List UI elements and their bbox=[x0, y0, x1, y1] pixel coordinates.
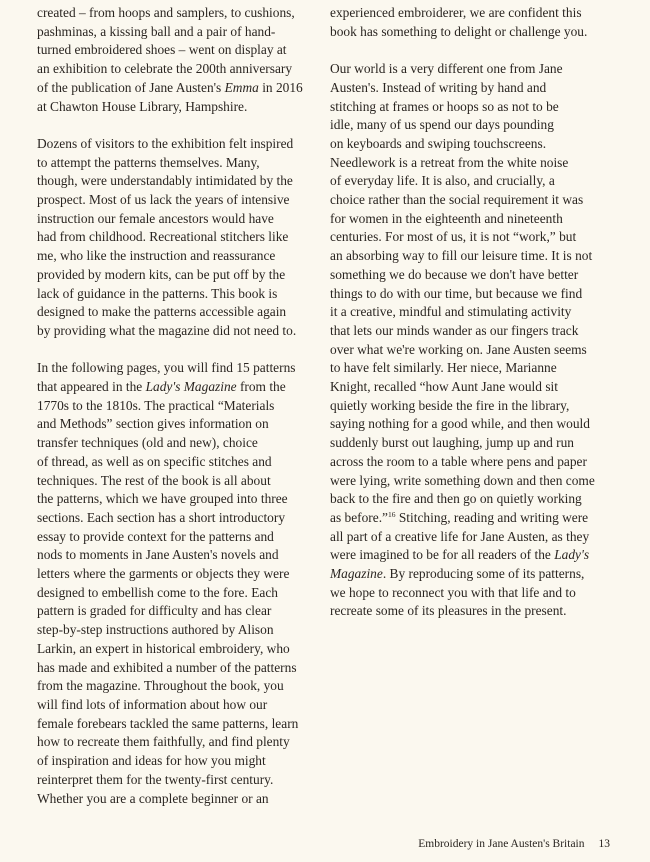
text-fragment: as before.” bbox=[330, 509, 388, 525]
text-line: over what we're working on. Jane Austen seems bbox=[330, 341, 587, 357]
text-line bbox=[330, 565, 620, 584]
paragraph-gap bbox=[37, 341, 327, 360]
text-fragment: . By reproducing some of its patterns, bbox=[382, 566, 585, 582]
text-line: from the magazine. Throughout the book, you bbox=[37, 678, 284, 694]
text-fragment: of the publication of Jane Austen's bbox=[37, 79, 225, 95]
text-fragment: from the bbox=[236, 379, 286, 395]
running-title: Embroidery in Jane Austen's Britain bbox=[418, 838, 585, 850]
text-line bbox=[330, 546, 620, 565]
text-line: for women in the eighteenth and nineteenth bbox=[330, 210, 563, 226]
magazine-title: Magazine bbox=[330, 566, 383, 582]
text-line: recreate some of its pleasures in the present. bbox=[330, 603, 567, 619]
right-column bbox=[330, 4, 620, 621]
text-line: reinterpret them for the twenty-first century. bbox=[37, 771, 274, 787]
text-line: techniques. The rest of the book is all about bbox=[37, 472, 271, 488]
text-line: book has something to delight or challenge you. bbox=[330, 23, 588, 39]
text-line: Whether you are a complete beginner or an bbox=[37, 790, 269, 806]
text-fragment: that appeared in the bbox=[37, 379, 146, 395]
text-line: essay to provide context for the patterns and bbox=[37, 528, 274, 544]
book-title-emma: Emma bbox=[224, 79, 259, 95]
text-line: and Methods” section gives information on bbox=[37, 416, 269, 432]
text-line: Our world is a very different one from Jane bbox=[330, 61, 563, 77]
text-line: me, who like the instruction and reassurance bbox=[37, 248, 276, 264]
text-line: to attempt the patterns themselves. Many, bbox=[37, 154, 260, 170]
text-line: at Chawton House Library, Hampshire. bbox=[37, 98, 248, 114]
text-line: idle, many of us spend our days pounding bbox=[330, 117, 554, 133]
text-line: letters where the garments or objects they were bbox=[37, 566, 290, 582]
text-line: Knight, recalled “how Aunt Jane would sit bbox=[330, 379, 558, 395]
text-line: that lets our minds wander as our fingers track bbox=[330, 322, 579, 338]
text-line: it a creative, mindful and stimulating activity bbox=[330, 304, 572, 320]
text-line: will find lots of information about how our bbox=[37, 696, 268, 712]
text-line: of inspiration and ideas for how you might bbox=[37, 753, 266, 769]
text-line: Austen's. Instead of writing by hand and bbox=[330, 79, 547, 95]
text-line: designed to embellish come to the fore. Each bbox=[37, 584, 278, 600]
text-line: prospect. Most of us lack the years of intensive bbox=[37, 192, 290, 208]
text-line: centuries. For most of us, it is not “work,” but bbox=[330, 229, 577, 245]
text-line: Needlework is a retreat from the white noise bbox=[330, 154, 569, 170]
left-column bbox=[37, 4, 327, 808]
text-line: things to do with our time, but because we find bbox=[330, 285, 583, 301]
text-line: Larkin, an expert in historical embroidery, who bbox=[37, 640, 290, 656]
text-line: has made and exhibited a number of the patterns bbox=[37, 659, 297, 675]
text-line: In the following pages, you will find 15 patterns bbox=[37, 360, 296, 376]
text-line: were lying, write something down and then come bbox=[330, 472, 595, 488]
text-line: across the room to a table where pens and paper bbox=[330, 453, 587, 469]
text-fragment: were imagined to be for all readers of the bbox=[330, 547, 555, 563]
paragraph-gap bbox=[330, 41, 620, 60]
text-line: of everyday life. It is also, and crucially, a bbox=[330, 173, 555, 189]
footnote-marker: 16 bbox=[388, 509, 396, 519]
magazine-title: Lady's bbox=[554, 547, 590, 563]
text-line: the patterns, which we have grouped into three bbox=[37, 491, 288, 507]
text-line: suddenly burst out laughing, jump up and run bbox=[330, 435, 574, 451]
page-footer bbox=[418, 838, 610, 850]
text-line: to have felt similarly. Her niece, Marianne bbox=[330, 360, 557, 376]
text-line: nods to moments in Jane Austen's novels and bbox=[37, 547, 279, 563]
text-line: 1770s to the 1810s. The practical “Materials bbox=[37, 397, 275, 413]
text-line: turned embroidered shoes – went on display at bbox=[37, 42, 287, 58]
text-line: of thread, as well as on specific stitches and bbox=[37, 453, 272, 469]
text-line: saying nothing for a good while, and then would bbox=[330, 416, 590, 432]
text-line: all part of a creative life for Jane Austen, as they bbox=[330, 528, 590, 544]
text-line: transfer techniques (old and new), choice bbox=[37, 435, 258, 451]
text-line: by providing what the magazine did not need to. bbox=[37, 322, 297, 338]
text-line: we hope to reconnect you with that life and to bbox=[330, 584, 576, 600]
text-fragment: in 2016 bbox=[258, 79, 303, 95]
paragraph bbox=[37, 359, 327, 808]
text-line: pashminas, a kissing ball and a pair of hand- bbox=[37, 23, 276, 39]
paragraph-gap bbox=[37, 116, 327, 135]
paragraph bbox=[37, 4, 327, 116]
text-line: an absorbing way to fill our leisure time. It is not bbox=[330, 248, 593, 264]
paragraph bbox=[37, 135, 327, 341]
text-line: though, were understandably intimidated by the bbox=[37, 173, 293, 189]
text-line bbox=[37, 378, 327, 397]
text-line: female forebears tackled the same patterns, learn bbox=[37, 715, 299, 731]
paragraph bbox=[330, 4, 620, 41]
text-line: provided by modern kits, can be put off by the bbox=[37, 266, 286, 282]
text-line: quietly working beside the fire in the library, bbox=[330, 397, 570, 413]
text-line: Dozens of visitors to the exhibition felt inspired bbox=[37, 135, 294, 151]
text-line bbox=[37, 79, 327, 98]
paragraph bbox=[330, 60, 620, 621]
text-line: designed to make the patterns accessible again bbox=[37, 304, 287, 320]
text-line: created – from hoops and samplers, to cushions, bbox=[37, 5, 295, 20]
text-line: an exhibition to celebrate the 200th anniversary bbox=[37, 61, 293, 77]
text-line: instruction our female ancestors would have bbox=[37, 210, 274, 226]
text-line bbox=[330, 509, 620, 528]
text-line: on keyboards and swiping touchscreens. bbox=[330, 135, 547, 151]
text-line: something we do because we don't have better bbox=[330, 266, 579, 282]
text-line: choice rather than the social requirement it was bbox=[330, 192, 584, 208]
text-fragment: Stitching, reading and writing were bbox=[395, 509, 589, 525]
page-number: 13 bbox=[598, 838, 610, 850]
magazine-title: Lady's Magazine bbox=[145, 379, 237, 395]
text-line: stitching at frames or hoops so as not to be bbox=[330, 98, 559, 114]
text-line: lack of guidance in the patterns. This book is bbox=[37, 285, 278, 301]
text-line: pattern is graded for difficulty and has clear bbox=[37, 603, 272, 619]
text-line: step-by-step instructions authored by Alison bbox=[37, 622, 274, 638]
text-line: experienced embroiderer, we are confident this bbox=[330, 5, 582, 20]
text-line: had from childhood. Recreational stitchers like bbox=[37, 229, 289, 245]
text-line: sections. Each section has a short introductory bbox=[37, 509, 286, 525]
text-line: back to the fire and then go on quietly working bbox=[330, 491, 582, 507]
text-line: how to recreate them faithfully, and find plenty bbox=[37, 734, 290, 750]
